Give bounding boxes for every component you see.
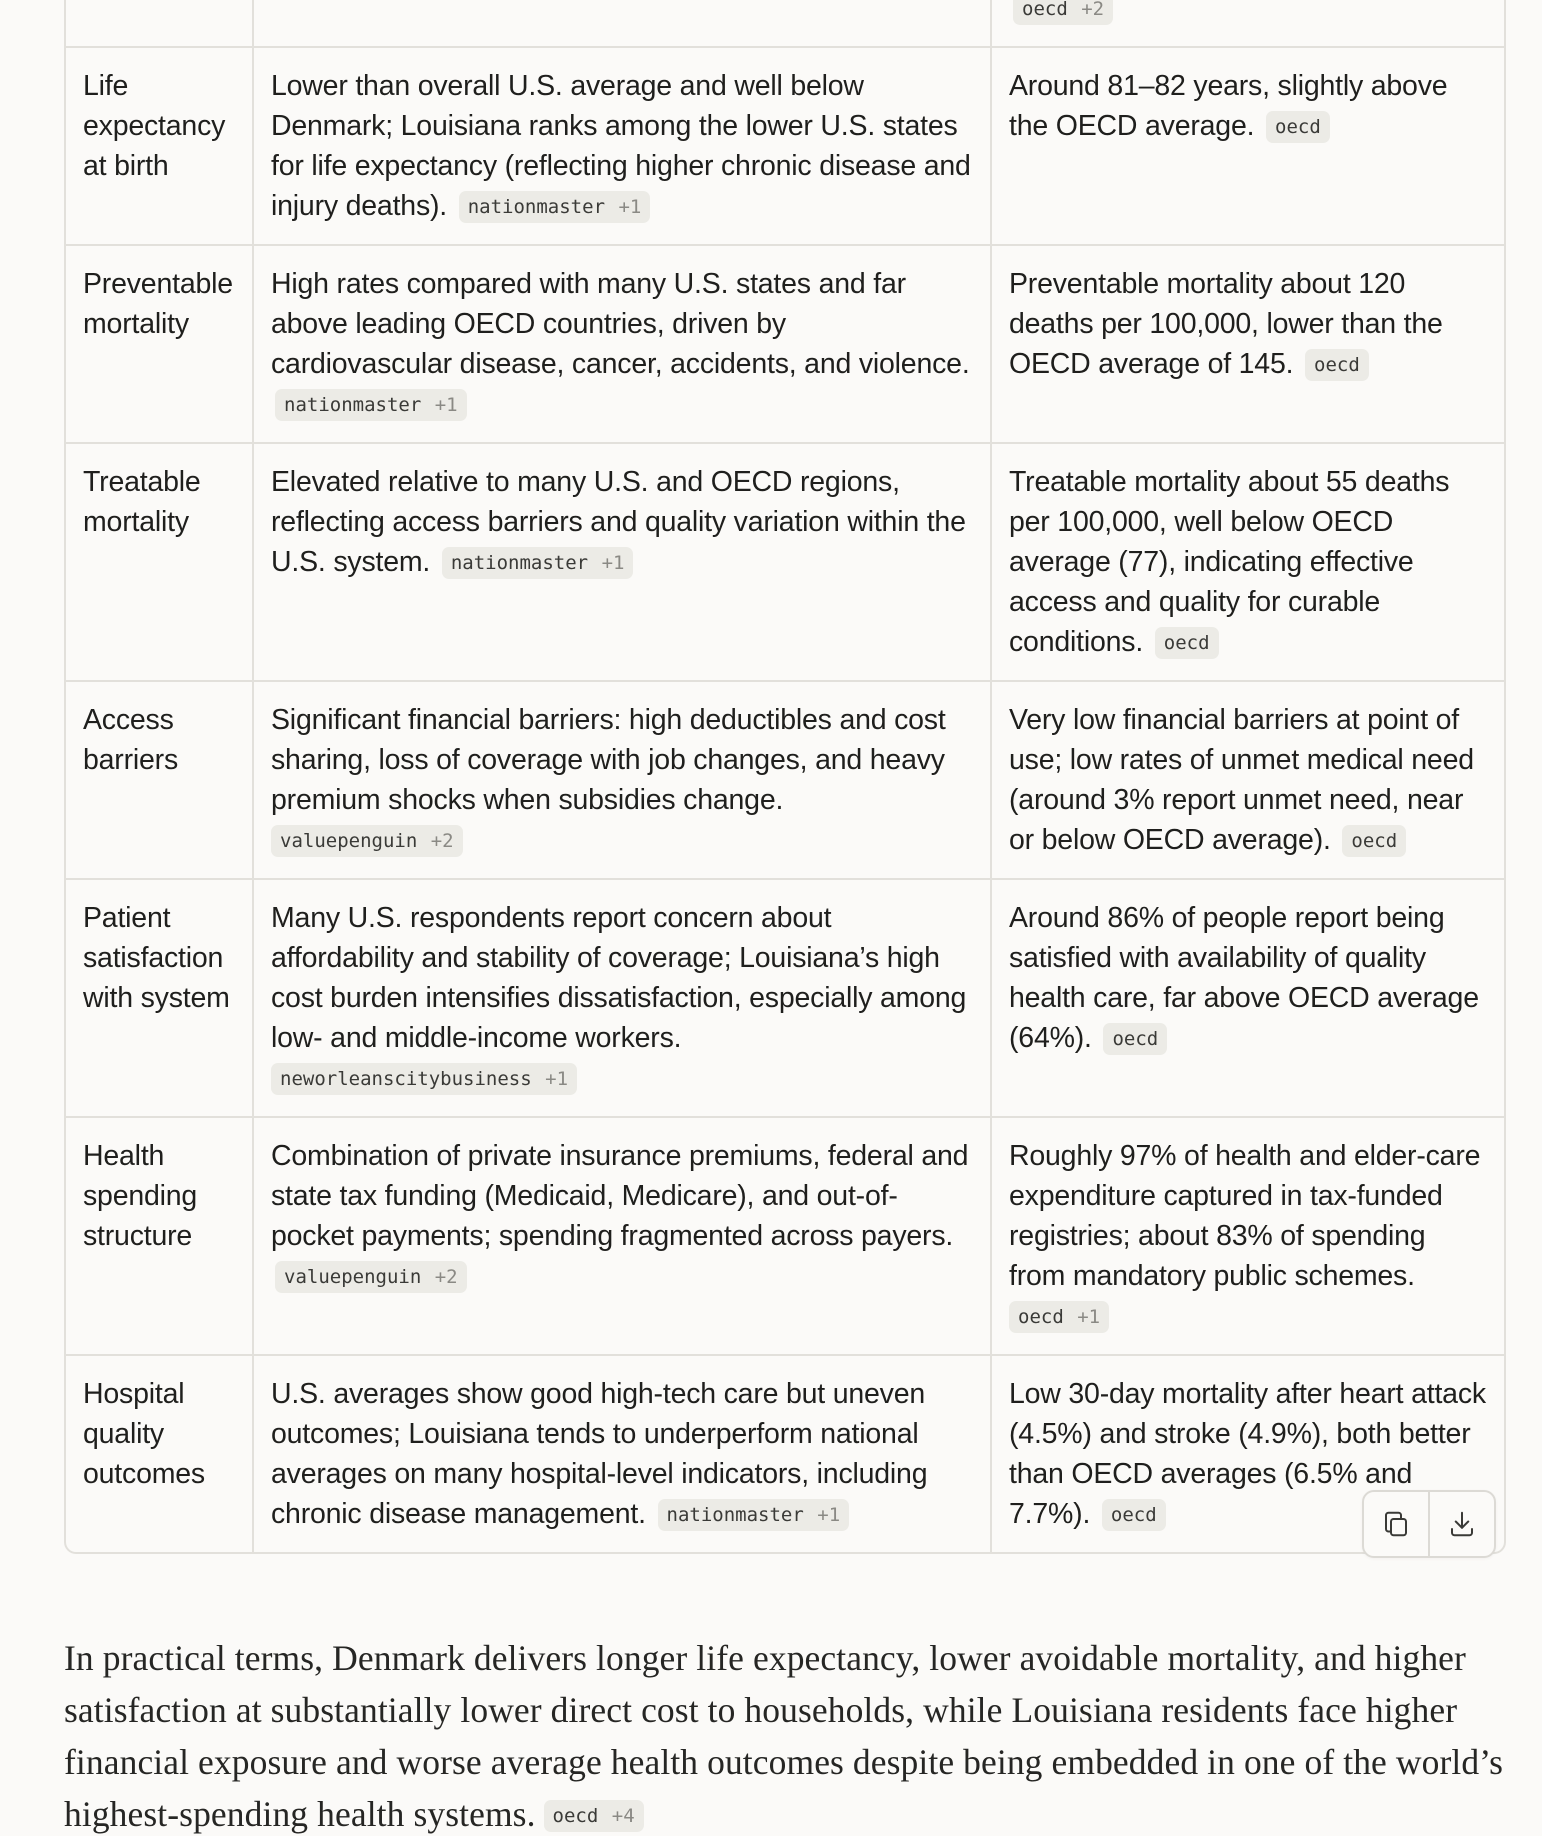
citation-chip[interactable] (442, 547, 634, 579)
summary-text: In practical terms, Denmark delivers longer life expectancy, lower avoidable mortality, and higher satisfaction at substantially lower direct cost to households, while Louisiana residents face higher financial exposure and worse average health outcomes despite being embedded in one of the world’s highest-spending health systems. (64, 1637, 1504, 1834)
louisiana-cell (253, 879, 991, 1117)
citation-source: oecd (1112, 1028, 1159, 1050)
citation-chip[interactable] (459, 191, 651, 223)
table-row (66, 1117, 1504, 1355)
cell-text: High rates compared with many U.S. states and far above leading OECD countries, driven by cardiovascular disease, cancer, accidents, and violence. (271, 268, 970, 380)
metric-cell: Hospital quality outcomes (66, 1355, 253, 1552)
citation-more: +1 (601, 552, 625, 574)
metric-cell: Patient satisfaction with system (66, 879, 253, 1117)
louisiana-cell (253, 47, 991, 245)
citation-chip[interactable] (1155, 627, 1219, 659)
citation-chip[interactable] (1266, 111, 1330, 143)
citation-more: +4 (611, 1804, 635, 1827)
cell-text: Preventable mortality about 120 deaths per 100,000, lower than the OECD average of 145. (1009, 268, 1443, 380)
table-row (66, 1355, 1504, 1552)
citation-source: nationmaster (666, 1504, 804, 1526)
cell-text: Combination of private insurance premiums, federal and state tax funding (Medicaid, Medicare), and out-of-pocket payments; spending fragmented across payers. (271, 1140, 969, 1252)
louisiana-cell (253, 681, 991, 879)
citation-chip[interactable] (1103, 1023, 1167, 1055)
citation-source: oecd (1022, 0, 1068, 20)
cell-text: Treatable mortality about 55 deaths per 100,000, well below OECD average (77), indicating effective access and quality for curable conditions. (1009, 466, 1450, 658)
citation-source: valuepenguin (284, 1266, 422, 1288)
table-row (66, 245, 1504, 443)
louisiana-cell (253, 245, 991, 443)
cell-text: Significant financial barriers: high deductibles and cost sharing, loss of coverage with job changes, and heavy premium shocks when subsidies change. (271, 704, 946, 816)
cell-text: Around 86% of people report being satisfied with availability of quality health care, far above OECD average (64%). (1009, 902, 1479, 1054)
table-row-partial (66, 0, 1504, 47)
citation-more: +1 (618, 196, 642, 218)
citation-chip[interactable] (1013, 0, 1113, 25)
citation-more: +1 (1077, 1306, 1101, 1328)
cell-text: U.S. averages show good high-tech care but uneven outcomes; Louisiana tends to underperform national averages on many hospital-level indicators, including chronic disease management. (271, 1378, 928, 1530)
cell-text: Roughly 97% of health and elder-care expenditure captured in tax-funded registries; about 83% of spending from mandatory public schemes. (1009, 1140, 1481, 1292)
citation-chip[interactable] (271, 1063, 577, 1095)
table-row (66, 443, 1504, 681)
citation-more: +1 (434, 394, 458, 416)
copy-button[interactable] (1364, 1492, 1428, 1556)
citation-chip[interactable] (1342, 825, 1406, 857)
citation-chip[interactable] (1102, 1499, 1166, 1531)
citation-source: oecd (552, 1804, 599, 1827)
download-icon (1447, 1509, 1477, 1539)
denmark-cell (991, 879, 1504, 1117)
citation-source: nationmaster (450, 552, 589, 574)
citation-chip[interactable] (1305, 349, 1369, 381)
table-row (66, 879, 1504, 1117)
citation-source: nationmaster (467, 196, 606, 218)
citation-source: oecd (1351, 830, 1398, 852)
louisiana-cell (253, 1355, 991, 1552)
cell-text: Many U.S. respondents report concern about affordability and stability of coverage; Louisiana’s high cost burden intensifies dissatisfaction, especially among low- and middle-income workers. (271, 902, 967, 1054)
citation-chip[interactable] (544, 1800, 644, 1832)
cell-text: Low 30-day mortality after heart attack (4.5%) and stroke (4.9%), both better than OECD averages (6.5% and 7.7%). (1009, 1378, 1486, 1530)
citation-chip[interactable] (1009, 1301, 1109, 1333)
metric-cell: Preventable mortality (66, 245, 253, 443)
citation-more: +2 (434, 1266, 458, 1288)
citation-source: oecd (1275, 116, 1321, 138)
cell-text: Lower than overall U.S. average and well below Denmark; Louisiana ranks among the lower U.S. states for life expectancy (reflecting higher chronic disease and injury deaths). (271, 70, 971, 222)
comparison-table (64, 0, 1506, 1554)
denmark-cell (991, 245, 1504, 443)
cell-text: Elevated relative to many U.S. and OECD regions, reflecting access barriers and quality variation within the U.S. system. (271, 466, 966, 578)
metric-cell (66, 0, 253, 47)
metric-cell: Health spending structure (66, 1117, 253, 1355)
citation-chip[interactable] (275, 1261, 467, 1293)
citation-more: +1 (817, 1504, 841, 1526)
citation-more: +2 (430, 830, 454, 852)
citation-more: +1 (545, 1068, 569, 1090)
denmark-cell (991, 443, 1504, 681)
citation-source: neworleanscitybusiness (280, 1068, 532, 1090)
citation-source: oecd (1018, 1306, 1064, 1328)
denmark-cell (991, 0, 1504, 47)
citation-source: oecd (1163, 632, 1210, 654)
denmark-cell (991, 681, 1504, 879)
table-row (66, 681, 1504, 879)
citation-chip[interactable] (658, 1499, 850, 1531)
citation-chip[interactable] (275, 389, 467, 421)
metric-cell: Life expectancy at birth (66, 47, 253, 245)
citation-more: +2 (1081, 0, 1105, 20)
denmark-cell (991, 47, 1504, 245)
copy-icon (1381, 1509, 1411, 1539)
comparison-table-grid (66, 0, 1504, 1552)
summary-paragraph (64, 1632, 1504, 1836)
citation-source: nationmaster (284, 394, 422, 416)
cell-text: Around 81–82 years, slightly above the OECD average. (1009, 70, 1448, 142)
citation-source: oecd (1110, 1504, 1157, 1526)
citation-source: oecd (1314, 354, 1360, 376)
download-button[interactable] (1428, 1492, 1494, 1556)
metric-cell: Access barriers (66, 681, 253, 879)
table-toolbar (1362, 1490, 1496, 1558)
metric-cell: Treatable mortality (66, 443, 253, 681)
cell-text: Very low financial barriers at point of use; low rates of unmet medical need (around 3% report unmet need, near or below OECD average). (1009, 704, 1474, 856)
citation-source: valuepenguin (280, 830, 418, 852)
louisiana-cell (253, 443, 991, 681)
louisiana-cell (253, 1117, 991, 1355)
citation-chip[interactable] (271, 825, 463, 857)
denmark-cell (991, 1117, 1504, 1355)
louisiana-cell (253, 0, 991, 47)
table-row (66, 47, 1504, 245)
